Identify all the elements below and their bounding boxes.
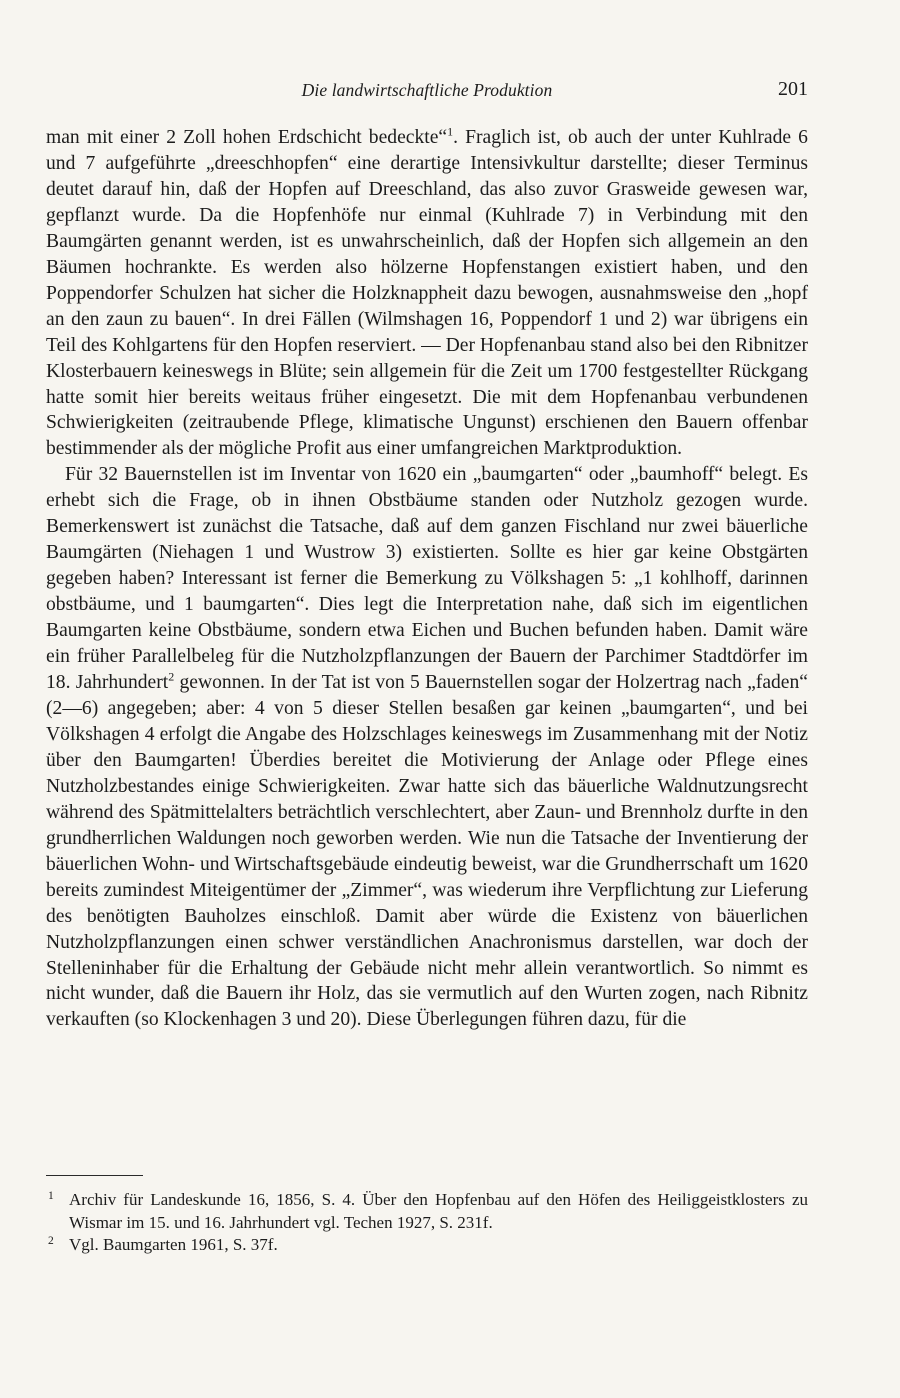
paragraph-2-rest: gewonnen. In der Tat ist von 5 Bauernstellen sogar der Holzertrag nach „faden“ (2—6) angegeben; aber: 4 von 5 dieser Stellen besaßen gar keinen „baumgarten“, und bei Völkshagen 4 erfolgt die Angabe des Holzschlages keineswegs im Zusammenhang mit der Notiz über den Baumgarten! Überdies bereitet die Motivierung der Anlage oder Pflege eines Nutzholzbestandes einige Schwierigkeiten. Zwar hatte sich das bäuerliche Waldnutzungsrecht während des Spätmittelalters beträchtlich verschlechtert, aber Zaun- und Brennholz durfte in den grundherrlichen Waldungen noch geworben werden. Wie nun die Tatsache der Inventierung der bäuerlichen Wohn- und Wirtschaftsgebäude eindeutig beweist, war die Grundherrschaft um 1620 bereits zumindest Miteigentümer der „Zimmer“, was wiederum ihre Verpflichtung zur Lieferung des benötigten Bauholzes einschloß. Damit aber würde die Existenz von bäuerlichen Nutzholzpflanzungen einen schwer verständlichen Anachronismus darstellen, war doch der Stelleninhaber für die Erhaltung der Gebäude nicht mehr allein verantwortlich. So nimmt es nicht wunder, daß die Bauern ihr Holz, das sie vermutlich auf den Wurten zogen, nach Ribnitz verkauften (so Klockenhagen 3 und 20). Diese Überlegungen führen dazu, für die [46,672,808,1031]
footnote-1 [46,1189,808,1234]
paragraph-1-start: man mit einer 2 Zoll hohen Erdschicht bedeckte“ [46,127,448,148]
running-title: Die landwirtschaftliche Produktion [301,80,553,100]
running-head [46,76,808,104]
footnote-text: Archiv für Landeskunde 16, 1856, S. 4. Über den Hopfenbau auf den Höfen des Heiliggeistklosters zu Wismar im 15. und 16. Jahrhundert vgl. Techen 1927, S. 231f. [69,1190,808,1232]
paragraph-2-start: Für 32 Bauernstellen ist im Inventar von 1620 ein „baumgarten“ oder „baumhoff“ belegt. Es erhebt sich die Frage, ob in ihnen Obstbäume standen oder Nutzholz gezogen wurde. Bemerkenswert ist zunächst die Tatsache, daß auf dem ganzen Fischland nur zwei bäuerliche Baumgärten (Niehagen 1 und Wustrow 3) existierten. Sollte es hier gar keine Obstgärten gegeben haben? Interessant ist ferner die Bemerkung zu Völkshagen 5: „1 kohlhoff, darinnen obstbäume, und 1 baumgarten“. Dies legt die Interpretation nahe, daß sich im eigentlichen Baumgarten keine Obstbäume, sondern etwa Eichen und Buchen befunden haben. Damit wäre ein früher Parallelbeleg für die Nutzholzpflanzungen der Bauern der Parchimer Stadtdörfer im 18. Jahrhundert [46,464,808,694]
paragraph-1 [46,125,808,462]
footnote-divider [46,1175,143,1176]
footnote-ref-1[interactable]: 1 [447,124,454,139]
footnote-2 [46,1234,808,1257]
footnote-number: 1 [48,1190,54,1202]
page-number: 201 [778,78,808,100]
footnote-text: Vgl. Baumgarten 1961, S. 37f. [69,1235,278,1254]
footnote-ref-2[interactable]: 2 [168,669,175,684]
footnote-number: 2 [48,1235,54,1247]
footnotes [46,1189,808,1257]
body-text [46,125,808,1033]
paragraph-1-rest: . Fraglich ist, ob auch der unter Kuhlrade 6 und 7 aufgeführte „dreeschhopfen“ eine derartige Intensivkultur darstellte; dieser Terminus deutet darauf hin, daß der Hopfen auf Dreeschland, das also zuvor Grasweide gewesen war, gepflanzt wurde. Da die Hopfenhöfe nur einmal (Kuhlrade 7) in Verbindung mit den Baumgärten genannt werden, ist es unwahrscheinlich, daß der Hopfen sich allgemein an den Bäumen hochrankte. Es werden also hölzerne Hopfenstangen existiert haben, und den Poppendorfer Schulzen hat sicher die Holzknappheit dazu bewogen, ausnahmsweise den „hopf an den zaun zu bauen“. In drei Fällen (Wilmshagen 16, Poppendorf 1 und 2) war übrigens ein Teil des Kohlgartens für den Hopfen reserviert. — Der Hopfenanbau stand also bei den Ribnitzer Klosterbauern keineswegs in Blüte; sein allgemein für die Zeit um 1700 festgestellter Rückgang hatte somit hier bereits weitaus früher eingesetzt. Die mit dem Hopfenanbau verbundenen Schwierigkeiten (zeitraubende Pflege, klimatische Ungunst) erschienen den Bauern offenbar bestimmender als der mögliche Profit aus einer umfangreichen Marktproduktion. [46,127,808,460]
paragraph-2 [46,462,808,1033]
